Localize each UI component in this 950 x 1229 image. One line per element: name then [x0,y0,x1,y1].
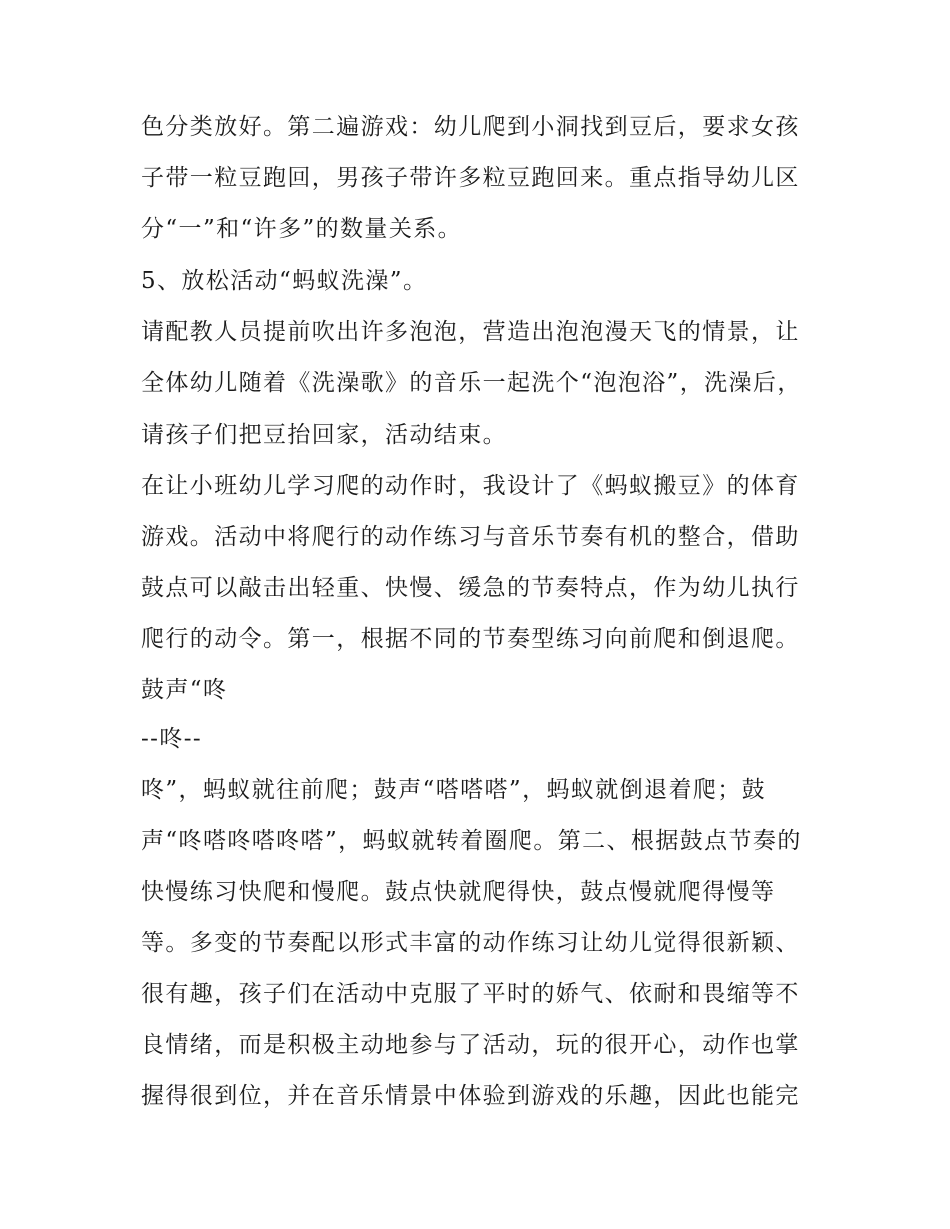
text-line: 握得很到位，并在音乐情景中体验到游戏的乐趣，因此也能完 [141,1083,800,1109]
text-line: 快慢练习快爬和慢爬。鼓点快就爬得快，鼓点慢就爬得慢等 [141,879,776,905]
text-line: 游戏。活动中将爬行的动作练习与音乐节奏有机的整合，借助 [141,524,800,550]
text-line: 全体幼儿随着《洗澡歌》的音乐一起洗个“泡泡浴”，洗澡后， [141,370,802,396]
text-line: 色分类放好。第二遍游戏：幼儿爬到小洞找到豆后，要求女孩 [141,114,800,140]
text-line: 良情绪，而是积极主动地参与了活动，玩的很开心，动作也掌 [141,1032,800,1058]
text-line: 请孩子们把豆抬回家，活动结束。 [141,422,507,448]
text-line: 在让小班幼儿学习爬的动作时，我设计了《蚂蚁搬豆》的体育 [141,473,800,499]
text-line: 请配教人员提前吹出许多泡泡，营造出泡泡漫天飞的情景，让 [141,319,800,345]
text-line: 分“一”和“许多”的数量关系。 [141,216,463,242]
text-line: --咚-- [141,726,203,752]
text-line: 咚”，蚂蚁就往前爬；鼓声“嗒嗒嗒”，蚂蚁就倒退着爬；鼓 [141,777,767,803]
section-heading: 5、放松活动“蚂蚁洗澡”。 [141,268,428,294]
text-line: 鼓声“咚 [141,677,228,703]
text-line: 声“咚嗒咚嗒咚嗒”，蚂蚁就转着圈爬。第二、根据鼓点节奏的 [141,828,802,854]
text-line: 爬行的动令。第一，根据不同的节奏型练习向前爬和倒退爬。 [141,626,800,652]
text-line: 鼓点可以敲击出轻重、快慢、缓急的节奏特点，作为幼儿执行 [141,575,800,601]
text-line: 很有趣，孩子们在活动中克服了平时的娇气、依耐和畏缩等不 [141,981,800,1007]
text-line: 子带一粒豆跑回，男孩子带许多粒豆跑回来。重点指导幼儿区 [141,165,800,191]
text-line: 等。多变的节奏配以形式丰富的动作练习让幼儿觉得很新颖、 [141,930,800,956]
